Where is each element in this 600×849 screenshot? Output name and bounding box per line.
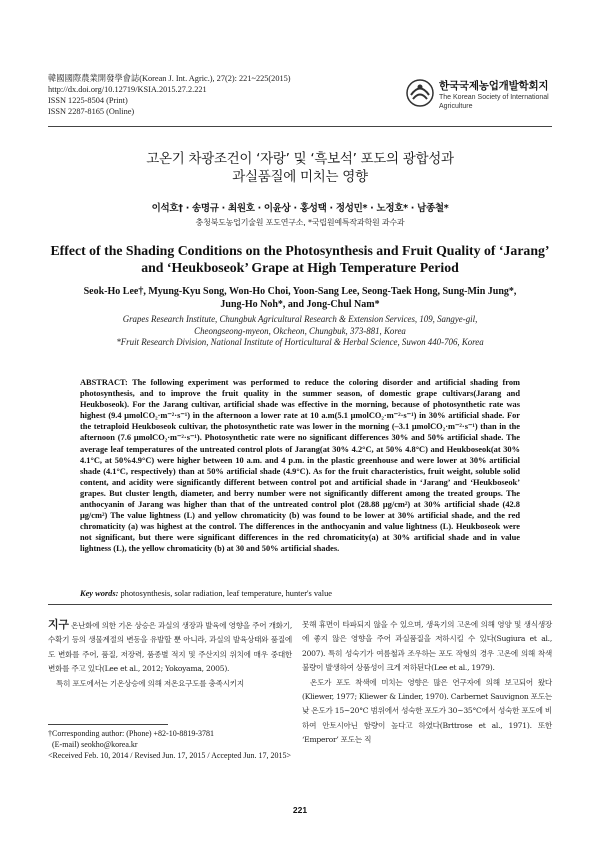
- title-korean-line-1: 고온기 차광조건이 ‘자랑’ 및 ‘흑보석’ 포도의 광합성과: [146, 151, 454, 167]
- affiliation-english-1a: Grapes Research Institute, Chungbuk Agricultural Research & Extension Services, 109, Sangye-gil,: [122, 314, 478, 324]
- body-right-column: [302, 618, 552, 748]
- journal-header: [48, 73, 291, 117]
- footnote-corresponding: †Corresponding author: (Phone) +82-10-8819-3781: [48, 729, 215, 738]
- body-lead-word: 지구: [48, 618, 69, 631]
- footnote-dates: <Received Feb. 10, 2014 / Revised Jun. 17, 2015 / Accepted Jun. 17, 2015>: [48, 751, 291, 760]
- body-left-paragraph-2: 특히 포도에서는 기온상승에 의해 저온요구도를 충족시키지: [56, 678, 244, 688]
- body-right-paragraph-1: 못해 휴면이 타파되지 않을 수 있으며, 생육기의 고온에 의해 영양 및 생식생장에 좋지 않은 영향을 주어 과실품질을 저하시킬 수 있다(Sugiura et al., 2007). 특히 성숙기가 여름철과 조우하는 포도 작형의 경우 고온에 의해 착색불량이 발생하여 상품성이 크게 저하된다(Lee et al., 1979).: [302, 620, 552, 673]
- affiliation-english-2: *Fruit Research Division, National Institute of Horticultural & Herbal Science, Suwon 440-706, Korea: [116, 337, 484, 347]
- abstract-label: ABSTRACT:: [80, 378, 128, 387]
- title-korean-line-2: 과실품질에 미치는 영향: [232, 169, 368, 185]
- affiliation-english-1b: Cheongseong-myeon, Okcheon, Chungbuk, 373-881, Korea: [194, 325, 406, 336]
- keywords: [80, 589, 520, 598]
- journal-citation: 韓國國際農業開發學會誌(Korean J. Int. Agric.), 27(2): 221~225(2015): [48, 74, 291, 83]
- society-logo-icon: [405, 78, 435, 108]
- society-name-en: The Korean Society of International Agriculture: [439, 94, 549, 110]
- authors-english-line-2: Jung-Ho Noh*, and Jong-Chul Nam*: [220, 299, 380, 310]
- title-korean: [48, 150, 552, 186]
- society-name-ko: 한국국제농업개발학회지: [439, 80, 549, 92]
- society-logo: [405, 76, 565, 116]
- header-divider: [48, 126, 552, 127]
- authors-korean: 이석호† · 송명규 · 최원호 · 이윤상 · 홍성택 · 정성민* · 노정호* · 남종철*: [151, 203, 449, 214]
- affiliation-korean: 충청북도농업기술원 포도연구소, *국립원예특작과학원 과수과: [195, 218, 405, 227]
- title-english: [48, 242, 552, 276]
- body-left-paragraph-1: 온난화에 의한 기온 상승은 과실의 생장과 발육에 영향을 주어 개화기, 수확기 등의 생물계절의 변동을 유발할 뿐 아니라, 과실의 발육상태와 품질에도 변화를 주어, 품질, 저장력, 품종별 적지 및 주산지의 위치에 매우 중대한 변화를 주고 있다(Lee et al., 2012; Yokoyama, 2005).: [48, 621, 292, 674]
- footnote-divider: [48, 724, 168, 725]
- body-left-column: [48, 618, 292, 691]
- footnote: [48, 728, 298, 761]
- issn-print: ISSN 1225-8504 (Print): [48, 96, 128, 105]
- keywords-label: Key words:: [80, 589, 119, 598]
- doi-link[interactable]: http://dx.doi.org/10.12719/KSIA.2015.27.2.221: [48, 85, 207, 94]
- keywords-text: photosynthesis, solar radiation, leaf temperature, hunter's value: [120, 589, 333, 598]
- abstract-divider: [48, 604, 552, 605]
- issn-online: ISSN 2287-8165 (Online): [48, 107, 135, 116]
- title-english-line-1: Effect of the Shading Conditions on the Photosynthesis and Fruit Quality of ‘Jarang’: [50, 243, 550, 258]
- title-english-line-2: and ‘Heukboseok’ Grape at High Temperature Period: [141, 260, 459, 275]
- footnote-email: (E-mail) seokho@korea.kr: [52, 740, 138, 749]
- abstract: [80, 377, 520, 555]
- authors-english: [48, 285, 552, 311]
- abstract-text: The following experiment was performed to reduce the coloring disorder and artificial shading from photosynthesis, and to improve the fruit quality in the summer season, of domestic grape cultivars(Jarang and Heukboseok). For the Jarang cultivar, artificial shade was effective in the morning, because of photosynthetic rate was highest (9.4 μmolCO₂·m⁻²·s⁻¹) in the afternoon a lower rate at 10 a.m(5.1 μmolCO₂·m⁻²·s⁻¹) in 30% artificial shade. For the tetraploid Heukboseok cultivar, the photosynthetic rate was lower in the morning (–3.1 μmolCO₂·m⁻²·s⁻¹) than in the afternoon (7.6 μmolCO₂·m⁻²·s⁻¹). Photosynthetic rate were no significant differences 30% and 50% artificial shade. The average leaf temperatures of the untreated control plots of Jarang(at 30% 4.2°C, at 50% 4.8°C) and Heukboseok(at 30% 4.1°C, at 50%4.9°C) were higher between 10 a.m. and 4 p.m. in the plastic greenhouse and were lower at 30% artificial shade (4.1°C, respectively) than at 50% artificial shade (4.9°C). As for the fruit characteristics, fruit weight, soluble solid content, and acidity were significantly different between control pot and artificial shade in ‘Jarang’ and ‘Heukboseok’ grapes. But cluster length, diameter, and berry number were not significantly different among the treated groups. The anthocyanin of Jarang was higher than that of the untreated control plot (28.88 μg/cm²) at 30% artificial shade (42.8 μg/cm²) The value lightness (L) and yellow chromaticity (b) was found to be lower at 30% artificial shade, and the red chromaticity (a) was highest at the control. The differences in the anthocyanin and value lightness (L). Heukboseok were not significant, but there were significant differences in the red chromaticity(a) at 30% artificial shade and in value lightness (L), the yellow chromaticity (b) at 30 and 50% artificial shades.: [80, 378, 520, 554]
- affiliation-english: [48, 314, 552, 349]
- body-right-paragraph-2: 온도가 포도 착색에 미치는 영향은 많은 연구자에 의해 보고되어 왔다(Kliewer, 1977; Kliewer & Linder, 1970). Carbernet Sauvignon 포도는 낮 온도가 15~20°C 범위에서 성숙한 포도가 30~35°C에서 성숙한 포도에 비하여 안토시아닌 함량이 높다고 하였다(Brttrose et al., 1971). 또한 ‘Emperor’ 포도는 직: [302, 677, 552, 745]
- page-number: 221: [292, 805, 308, 815]
- authors-english-line-1: Seok-Ho Lee†, Myung-Kyu Song, Won-Ho Choi, Yoon-Sang Lee, Seong-Taek Hong, Sung-Min Jung*,: [83, 286, 517, 297]
